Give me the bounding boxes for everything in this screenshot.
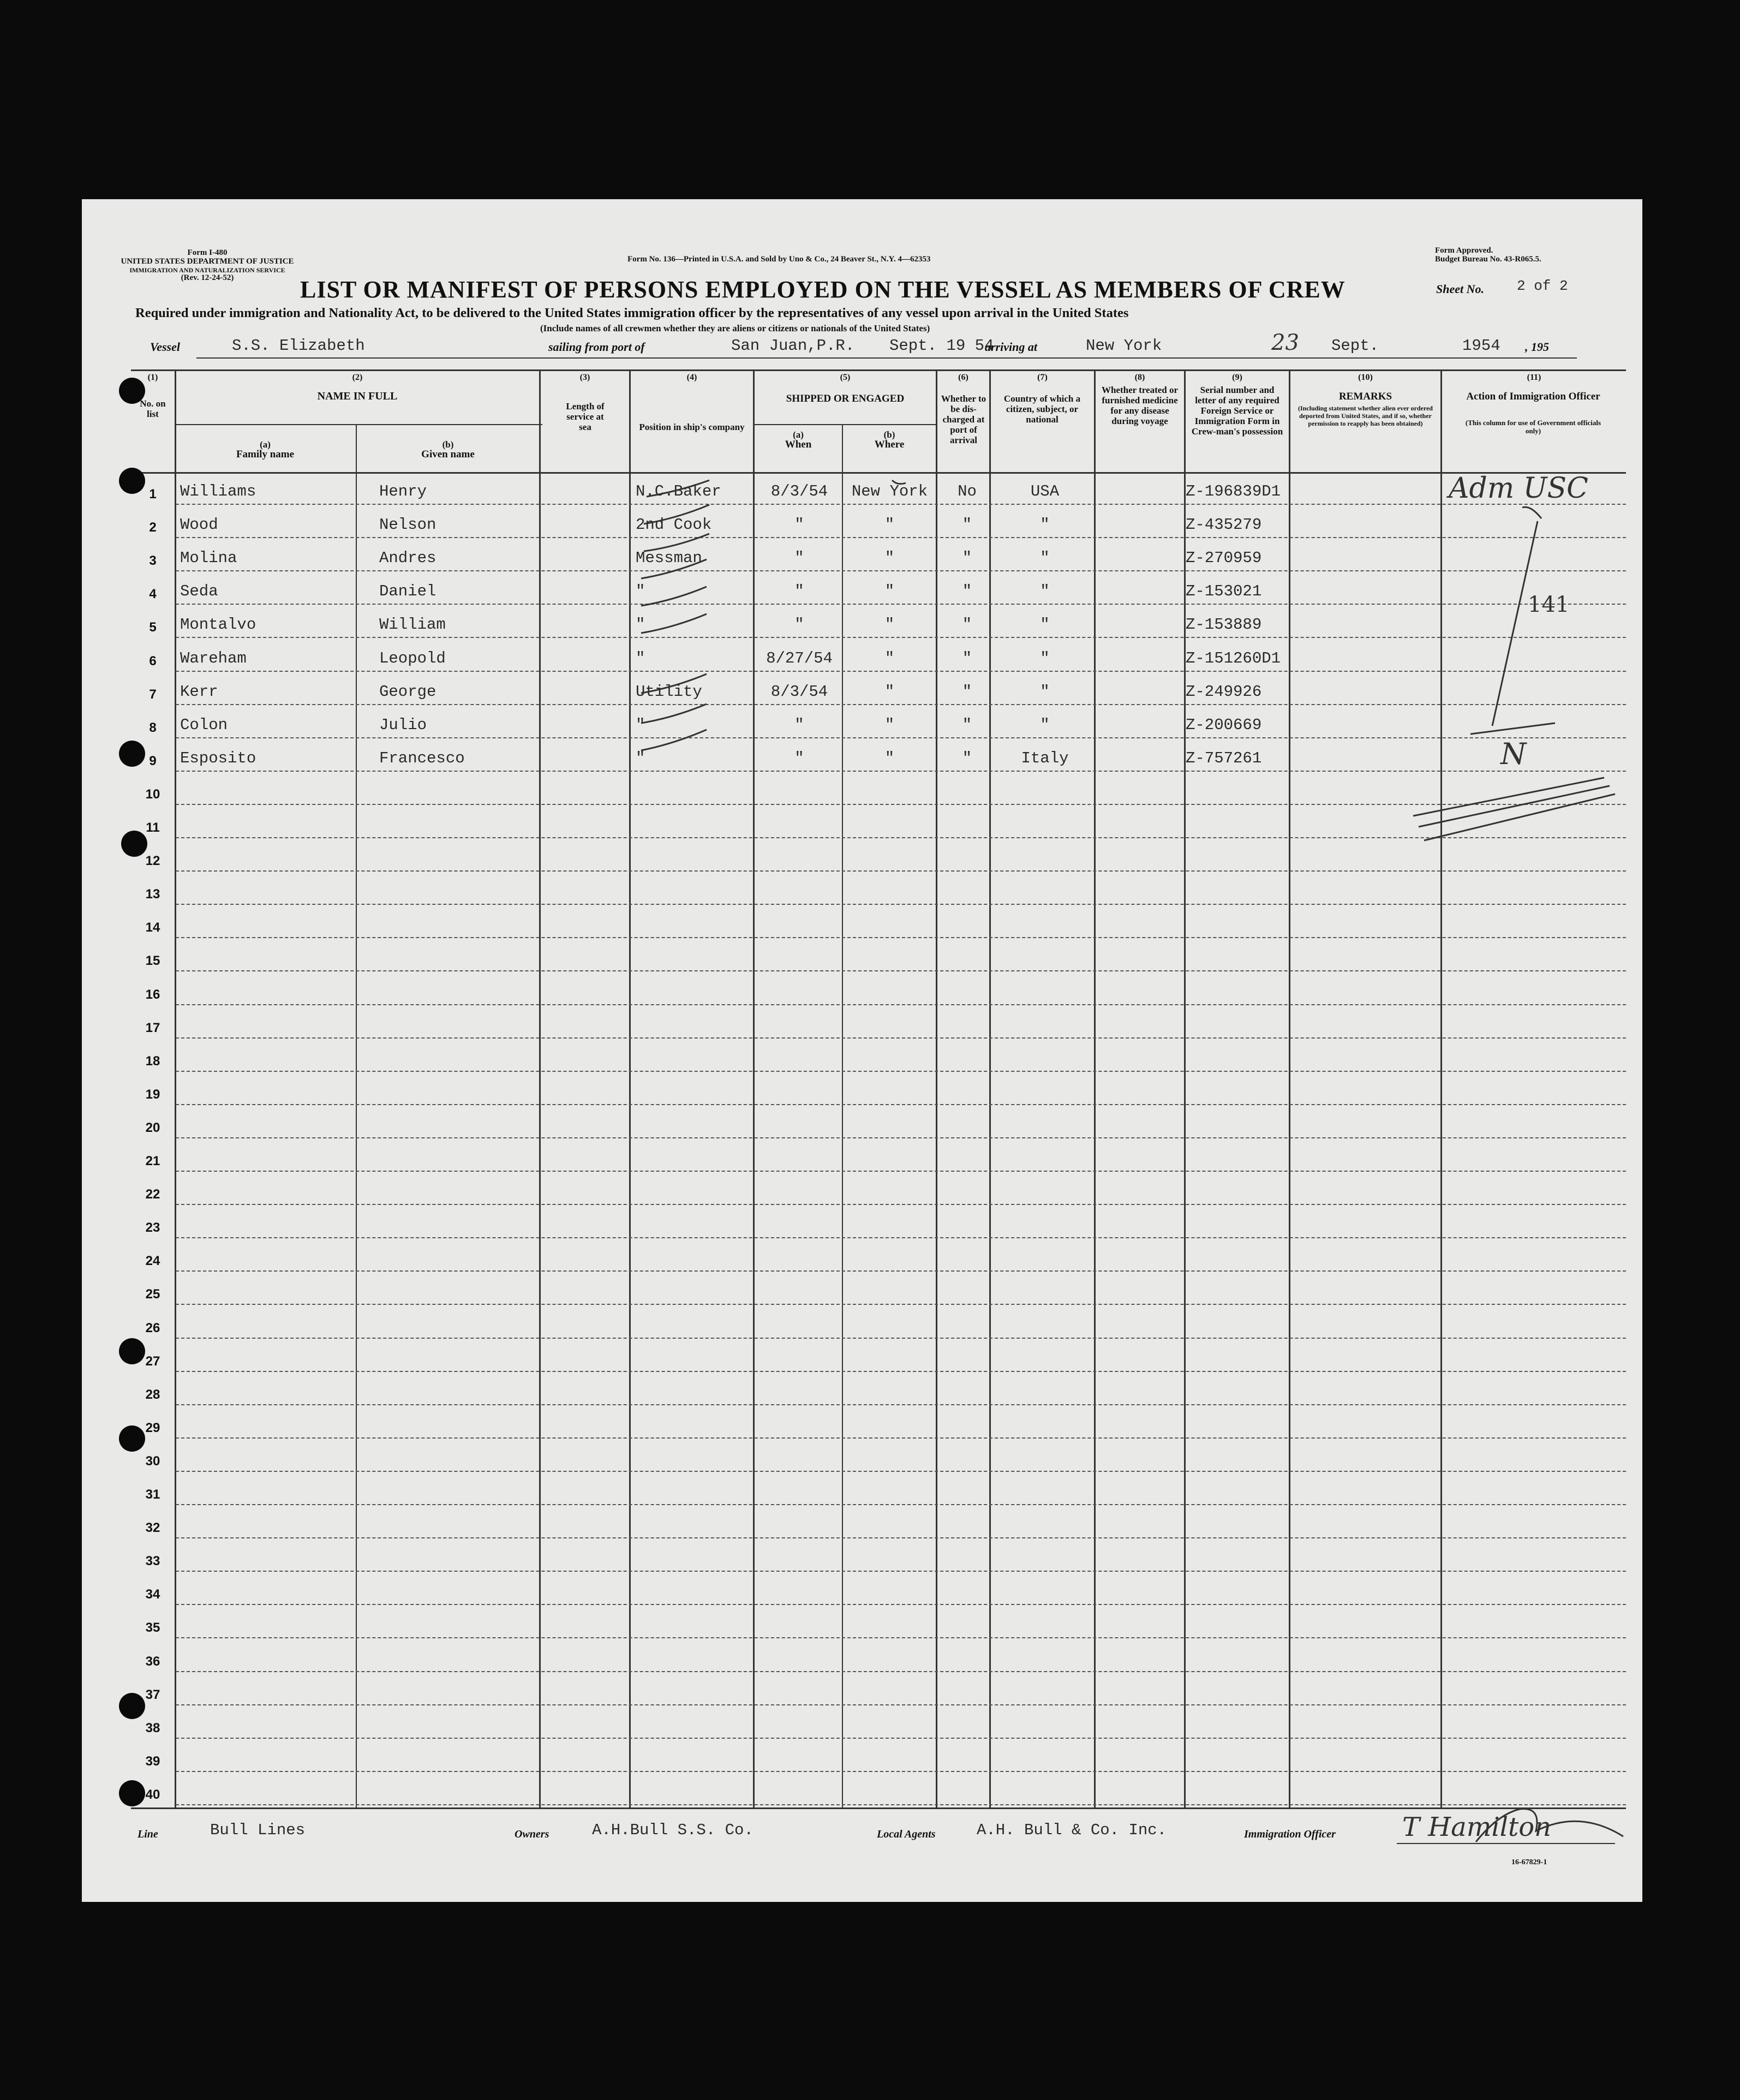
cell-position: " (636, 616, 645, 634)
print-code: 16-67829-1 (1511, 1858, 1547, 1866)
cell-serial: Z-435279 (1186, 516, 1262, 534)
row-number: 25 (145, 1287, 160, 1302)
cell-country: " (1040, 516, 1050, 534)
row-number: 16 (145, 987, 160, 1002)
cell-position: " (636, 715, 645, 734)
vessel-name: S.S. Elizabeth (232, 337, 365, 355)
cell-when: " (794, 749, 804, 767)
row-number: 2 (149, 520, 157, 535)
row-number: 19 (145, 1087, 160, 1102)
col4-header: Position in ship's company (639, 422, 745, 432)
col11-header: Action of Immigration Officer (1466, 391, 1600, 402)
row-number: 12 (145, 854, 160, 869)
cell-given: Andres (379, 549, 437, 568)
row-number: 38 (145, 1720, 160, 1735)
row-number: 35 (145, 1620, 160, 1636)
cell-position: " (636, 582, 645, 601)
cell-family: Molina (180, 549, 237, 568)
row-number: 6 (149, 653, 157, 669)
cell-family: Montalvo (180, 616, 256, 634)
row-number: 21 (145, 1154, 160, 1169)
cell-when: " (794, 516, 804, 534)
cell-position: " (636, 749, 645, 767)
check-mark (641, 559, 707, 578)
row-number: 32 (145, 1520, 160, 1536)
col2b-header: Given name (421, 449, 475, 460)
col2a-header: Family name (236, 449, 295, 460)
officer-label: Immigration Officer (1244, 1828, 1336, 1840)
row-number: 5 (149, 620, 157, 635)
cell-serial: Z-270959 (1186, 549, 1262, 568)
arriving-label: arriving at (985, 340, 1037, 354)
col10-header: REMARKS (1338, 391, 1392, 402)
row-number: 4 (149, 587, 157, 602)
cell-discharged: " (962, 582, 972, 601)
cell-discharged: " (962, 549, 972, 568)
revision: (Rev. 12-24-52) (181, 273, 234, 282)
cell-serial: Z-153889 (1186, 616, 1262, 634)
cell-country: " (1040, 616, 1050, 634)
cell-serial: Z-757261 (1186, 749, 1262, 767)
check-mark (644, 505, 709, 524)
subtitle: Required under immigration and Nationality Act, to be delivered to the United States immigration officer by the representatives of any vessel upon arrival in the United States (135, 306, 1129, 320)
col2-header: NAME IN FULL (317, 390, 398, 402)
vessel-label: Vessel (150, 340, 180, 354)
col11-number: (11) (1527, 373, 1541, 382)
cell-when: 8/27/54 (766, 649, 833, 667)
cell-where: " (884, 682, 895, 701)
row-number: 20 (145, 1120, 160, 1135)
col11-note: (This column for use of Government officials only) (1465, 419, 1601, 435)
row-number: 3 (149, 553, 157, 569)
row-number: 24 (145, 1254, 160, 1269)
cell-family: Wood (180, 516, 218, 534)
cell-family: Esposito (180, 749, 256, 767)
cell-where: " (884, 715, 895, 734)
cell-position: Utility (636, 682, 702, 701)
form-number: Form I-480 (187, 248, 228, 257)
departure-port: San Juan,P.R. (731, 337, 855, 355)
row-number: 34 (145, 1587, 160, 1602)
cell-country: " (1040, 582, 1050, 601)
action-mark: N (1500, 737, 1527, 771)
row-number: 10 (145, 786, 160, 802)
cell-when: " (794, 616, 804, 634)
binder-hole (119, 378, 145, 404)
col2b-letter: (b) (442, 439, 454, 450)
check-mark (641, 614, 707, 633)
col9-header: Serial number and letter of any required Foreign Service or Immigration Form in Crew-man's possession (1191, 385, 1283, 437)
col8-number: (8) (1134, 373, 1145, 382)
cell-serial: Z-151260D1 (1186, 649, 1281, 667)
sheet-number: 2 of 2 (1517, 278, 1568, 294)
cell-discharged: No (958, 482, 977, 501)
cell-discharged: " (962, 649, 972, 667)
row-number: 33 (145, 1554, 160, 1569)
cell-given: Daniel (379, 582, 437, 601)
department: UNITED STATES DEPARTMENT OF JUSTICE (121, 257, 294, 266)
strike-line (1413, 778, 1604, 816)
cell-discharged: " (962, 715, 972, 734)
col2a-letter: (a) (260, 439, 271, 450)
page-title: LIST OR MANIFEST OF PERSONS EMPLOYED ON THE VESSEL AS MEMBERS OF CREW (300, 276, 1346, 303)
cell-when: 8/3/54 (770, 482, 828, 501)
cell-position: Messman (636, 549, 702, 568)
col8-header: Whether treated or furnished medicine for any disease during voyage (1101, 385, 1179, 426)
cell-country: Italy (1021, 749, 1069, 767)
cell-when: " (794, 715, 804, 734)
row-number: 8 (149, 720, 157, 735)
row-number: 39 (145, 1753, 160, 1769)
officer-signature: T Hamilton (1402, 1812, 1552, 1842)
line-value: Bull Lines (210, 1821, 306, 1839)
row-number: 23 (145, 1220, 160, 1236)
arrival-year: 1954 (1462, 337, 1500, 355)
cell-given: Julio (379, 715, 427, 734)
strike-line (1419, 786, 1610, 827)
row-number: 28 (145, 1387, 160, 1402)
row-number: 29 (145, 1420, 160, 1435)
cell-discharged: " (962, 616, 972, 634)
binder-hole (119, 468, 145, 494)
include-note: (Include names of all crewmen whether they are aliens or citizens or nationals of the United States) (540, 323, 930, 333)
row-number: 11 (146, 820, 160, 836)
bracket-line (1522, 507, 1541, 518)
col5b-header: Where (874, 439, 905, 450)
cell-serial: Z-200669 (1186, 715, 1262, 734)
bracket-line (1492, 521, 1538, 726)
agents-value: A.H. Bull & Co. Inc. (977, 1821, 1167, 1839)
cell-family: Williams (180, 482, 256, 501)
binder-hole (121, 831, 147, 857)
col5b-letter: (b) (883, 429, 895, 440)
row-number: 14 (145, 920, 160, 935)
col3-number: (3) (579, 373, 590, 382)
sail-date: Sept. 19 54 (889, 337, 994, 355)
cell-family: Seda (180, 582, 218, 601)
row-number: 27 (145, 1353, 160, 1369)
cell-when: " (794, 549, 804, 568)
row-number: 18 (145, 1053, 160, 1069)
binder-hole (119, 1425, 145, 1452)
col1-header: No. on list (140, 398, 166, 419)
cell-serial: Z-249926 (1186, 682, 1262, 701)
row-number: 15 (145, 953, 160, 969)
cell-discharged: " (962, 682, 972, 701)
bracket-line (1470, 723, 1555, 734)
cell-where: " (884, 549, 895, 568)
cell-given: Nelson (379, 516, 437, 534)
check-mark (647, 480, 709, 497)
cell-when: " (794, 582, 804, 601)
col5a-letter: (a) (793, 429, 804, 440)
cell-where: " (884, 616, 895, 634)
col5-header: SHIPPED OR ENGAGED (786, 393, 905, 404)
action-count: 141 (1528, 592, 1570, 617)
col10-note: (Including statement whether alien ever ordered deported from United States, and if so, whether permission to reapply has been obtained) (1298, 404, 1433, 427)
row-number: 26 (145, 1320, 160, 1335)
cell-country: " (1040, 549, 1050, 568)
cell-discharged: " (962, 516, 972, 534)
cell-given: Henry (379, 482, 427, 501)
cell-position: " (636, 649, 645, 667)
cell-given: William (379, 616, 446, 634)
cell-country: " (1040, 649, 1050, 667)
cell-when: 8/3/54 (770, 682, 828, 701)
row-number: 40 (145, 1787, 160, 1802)
handwriting-marks (82, 199, 1642, 1902)
owners-value: A.H.Bull S.S. Co. (592, 1821, 754, 1839)
signature-line (1397, 1843, 1615, 1844)
year-suffix: , 195 (1525, 340, 1549, 354)
agents-label: Local Agents (877, 1828, 936, 1840)
cell-where: " (884, 649, 895, 667)
cell-family: Kerr (180, 682, 218, 701)
col6-number: (6) (958, 373, 968, 382)
col10-number: (10) (1358, 373, 1373, 382)
check-mark (641, 674, 707, 693)
row-number: 1 (149, 487, 157, 502)
row-number: 30 (145, 1453, 160, 1469)
binder-hole (119, 1338, 145, 1364)
cell-position: 2nd Cook (636, 516, 712, 534)
row-number: 9 (149, 753, 157, 768)
sheet-label: Sheet No. (1436, 282, 1484, 296)
binder-hole (119, 741, 145, 767)
check-mark (641, 704, 707, 723)
owners-label: Owners (515, 1828, 549, 1840)
binder-hole (119, 1780, 145, 1806)
cell-given: George (379, 682, 437, 701)
binder-hole (119, 1693, 145, 1719)
cell-where: " (884, 582, 895, 601)
cell-family: Colon (180, 715, 228, 734)
col5-number: (5) (840, 373, 851, 382)
row-number: 13 (145, 887, 160, 902)
cell-country: USA (1030, 482, 1060, 501)
sailing-label: sailing from port of (548, 340, 645, 354)
cell-given: Francesco (379, 749, 465, 767)
cell-where: " (884, 516, 895, 534)
line-label: Line (137, 1828, 158, 1840)
row-number: 17 (145, 1020, 160, 1035)
col2-number: (2) (352, 373, 363, 382)
arrival-port: New York (1086, 337, 1162, 355)
check-mark (641, 730, 707, 750)
cell-serial: Z-153021 (1186, 582, 1262, 601)
budget-bureau: Budget Bureau No. 43-R065.5. (1435, 255, 1541, 264)
col1-number: (1) (147, 373, 158, 382)
row-number: 22 (145, 1187, 160, 1202)
col7-header: Country of which a citizen, subject, or national (1003, 393, 1081, 425)
cell-where: New York (851, 482, 928, 501)
cell-discharged: " (962, 749, 972, 767)
cell-serial: Z-196839D1 (1186, 482, 1281, 501)
manifest-sheet (82, 199, 1642, 1902)
col9-number: (9) (1232, 373, 1242, 382)
row-number: 37 (145, 1687, 160, 1702)
strike-line (1424, 794, 1615, 840)
col4-number: (4) (686, 373, 697, 382)
cell-country: " (1040, 682, 1050, 701)
cell-where: " (884, 749, 895, 767)
form-approved: Form Approved. (1435, 246, 1493, 255)
cell-family: Wareham (180, 649, 247, 667)
arrival-day: 23 (1271, 330, 1299, 355)
cell-country: " (1040, 715, 1050, 734)
check-mark (641, 587, 707, 606)
service: IMMIGRATION AND NATURALIZATION SERVICE (129, 266, 285, 274)
row-number: 7 (149, 687, 157, 702)
action-handwriting: Adm USC (1449, 472, 1588, 505)
col7-number: (7) (1037, 373, 1048, 382)
cell-given: Leopold (379, 649, 446, 667)
check-mark (892, 480, 906, 484)
check-mark (644, 534, 709, 551)
row-number: 36 (145, 1654, 160, 1669)
printer-line: Form No. 136—Printed in U.S.A. and Sold by Uno & Co., 24 Beaver St., N.Y. 4—62353 (627, 255, 931, 264)
row-number: 31 (145, 1487, 160, 1502)
cell-position: N.C.Baker (636, 482, 721, 501)
col5a-header: When (785, 439, 812, 450)
col6-header: Whether to be dis-charged at port of arrival (941, 393, 986, 445)
arrival-month: Sept. (1331, 337, 1379, 355)
col3-header: Length of service at sea (566, 401, 605, 432)
